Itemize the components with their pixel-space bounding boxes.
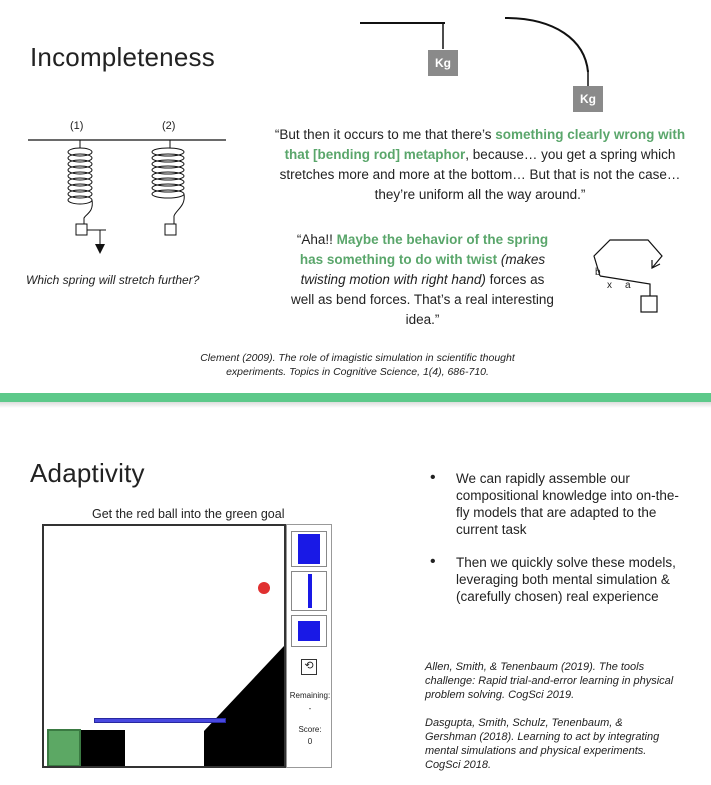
quote2-paren: (makes twisting motion with right hand) bbox=[300, 252, 546, 287]
slide2-title: Adaptivity bbox=[30, 458, 145, 488]
quote1-open: “But then it occurs to me that there’s bbox=[274, 127, 496, 142]
tool-shape-2 bbox=[308, 574, 312, 608]
score-label: Score: bbox=[298, 725, 322, 734]
spring-label-1: (1) bbox=[70, 120, 84, 132]
reference-dasgupta: Dasgupta, Smith, Schulz, Tenenbaum, & Gershman (2018). Learning to act by integrating mental simulations and physical experiments. CogSci 2018. bbox=[425, 717, 660, 771]
twist-diagram bbox=[590, 232, 670, 322]
tool-shape-3 bbox=[298, 621, 320, 641]
tool-slot-3[interactable] bbox=[291, 615, 327, 647]
tool-slot-2[interactable] bbox=[291, 571, 327, 611]
twist-label-x: x bbox=[607, 280, 612, 291]
quote-bending-rod bbox=[270, 125, 690, 205]
tool-shape-1 bbox=[298, 534, 320, 564]
tool-panel bbox=[286, 524, 332, 768]
bent-rod-diagram bbox=[500, 10, 610, 90]
slide-divider bbox=[0, 393, 711, 402]
springs-diagram bbox=[28, 134, 228, 264]
quote2-open: “Aha!! bbox=[296, 232, 337, 247]
quote2-rest: forces as well as bend forces. That’s a real interesting idea.” bbox=[291, 272, 554, 327]
blue-platform bbox=[94, 718, 226, 723]
remaining-value: - bbox=[308, 704, 312, 713]
spring-question: Which spring will stretch further? bbox=[26, 273, 200, 287]
game-board[interactable] bbox=[42, 524, 286, 768]
twist-label-b: b bbox=[595, 267, 601, 278]
quote1-rest: , because… you get a spring which stretches more and more at the bottom… But that is not the case…they’re uniform all the way around.” bbox=[279, 147, 681, 202]
game-heading: Get the red ball into the green goal bbox=[92, 507, 285, 521]
kg-weight-straight: Kg bbox=[428, 50, 458, 76]
bullet-item: • Then we quickly solve these models, leveraging both mental simulation & (carefully chosen) real experience bbox=[428, 554, 688, 605]
reference-allen: Allen, Smith, & Tenenbaum (2019). The tools challenge: Rapid trial-and-error learning in physical problem solving. CogSci 2019. bbox=[425, 661, 674, 701]
tool-slot-1[interactable] bbox=[291, 531, 327, 567]
adaptivity-bullets bbox=[428, 470, 688, 621]
reset-button[interactable]: ⟲ bbox=[301, 659, 317, 675]
twist-label-a: a bbox=[625, 280, 631, 291]
score-value: 0 bbox=[307, 737, 313, 746]
kg-weight-bent: Kg bbox=[573, 86, 603, 112]
black-block-left bbox=[80, 730, 125, 768]
spring-label-2: (2) bbox=[162, 120, 176, 132]
quote-twist bbox=[290, 230, 555, 330]
slide1-title: Incompleteness bbox=[30, 42, 215, 72]
quote2-highlight: Maybe the behavior of the spring has something to do with twist bbox=[299, 232, 549, 267]
remaining-label: Remaining: bbox=[289, 691, 331, 700]
green-goal bbox=[47, 729, 81, 767]
citation-clement: Clement (2009). The role of imagistic simulation in scientific thought experiments. Topics in Cognitive Science, 1(4), 686-710. bbox=[200, 352, 515, 378]
slide-divider-shadow bbox=[0, 402, 711, 408]
quote1-highlight: something clearly wrong with that [bending rod] metaphor bbox=[284, 127, 686, 162]
bullet-item: • We can rapidly assemble our compositional knowledge into on-the-fly models that are adapted to the current task bbox=[428, 470, 688, 538]
